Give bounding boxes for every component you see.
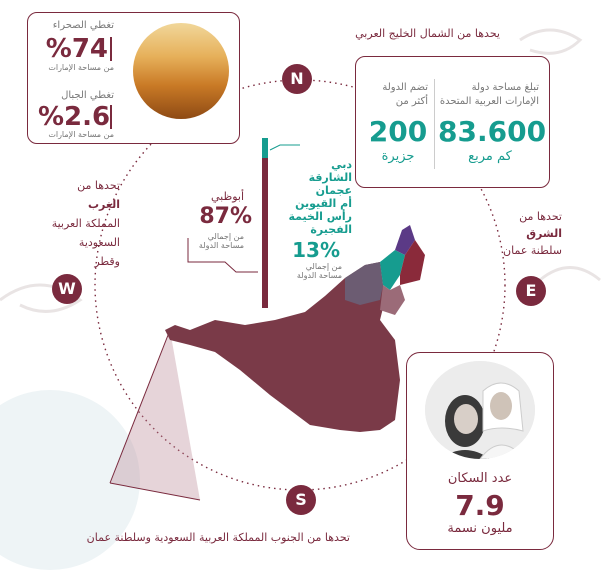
- area-card: [355, 56, 550, 188]
- emirate-fujairah: الفجيرة: [310, 223, 352, 236]
- population-card: [406, 352, 554, 550]
- west-line1: تحدها من: [77, 179, 120, 192]
- west-border-text: [20, 176, 120, 271]
- east-line2: الشرق: [526, 227, 562, 240]
- mountains-value: %2.6: [38, 102, 111, 132]
- desert-photo: [133, 23, 229, 119]
- desert-label: تغطي الصحراء: [52, 20, 114, 31]
- area-unit: كم مربع: [468, 149, 512, 164]
- mountains-label: تغطي الجبال: [61, 90, 114, 101]
- islands-unit: جزيرة: [381, 149, 415, 164]
- east-line1: تحدها من: [519, 210, 562, 223]
- islands-value: 200: [368, 115, 428, 148]
- compass-south: S: [286, 485, 316, 515]
- emirates-sub2: مساحة الدولة: [296, 271, 342, 280]
- population-value: 7.9: [455, 489, 505, 522]
- west-line2: الغرب: [87, 198, 120, 211]
- area-value: 83.600: [438, 115, 547, 148]
- desert-value: %74: [45, 34, 108, 64]
- desert-sub: من مساحة الإمارات: [48, 63, 114, 72]
- emirate-ajman: عجمان: [315, 184, 352, 197]
- compass-west: W: [52, 274, 82, 304]
- area-divider: [434, 79, 435, 169]
- emirate-ras-al-khaimah: رأس الخيمة: [288, 210, 352, 223]
- map-dubai: [345, 262, 383, 305]
- north-border-text: يحدها من الشمال الخليج العربي: [355, 27, 500, 40]
- emirates-sub1: من إجمالي: [305, 262, 342, 271]
- west-line3: المملكة العربية: [51, 217, 120, 230]
- west-line5: وقطر: [94, 255, 120, 268]
- emirates-list: [272, 158, 352, 236]
- population-label: عدد السكان: [447, 471, 513, 486]
- west-line4: السعودية: [78, 236, 120, 249]
- compass-north: N: [282, 64, 312, 94]
- abudhabi-sub1: من إجمالي: [207, 232, 244, 241]
- islands-label-1: تضم الدولة: [382, 82, 428, 93]
- land-coverage-card: [27, 12, 240, 144]
- population-unit: مليون نسمة: [447, 521, 513, 536]
- area-label-1: تبلغ مساحة دولة: [471, 82, 539, 93]
- abudhabi-name: أبوظبي: [210, 190, 244, 203]
- south-border-text: تحدها من الجنوب المملكة العربية السعودية وسلطنة عمان: [86, 531, 350, 544]
- desert-divider: [110, 37, 112, 61]
- compass-east: E: [516, 276, 546, 306]
- abudhabi-sub2: مساحة الدولة: [198, 241, 244, 250]
- islands-label-2: أكثر من: [395, 96, 428, 107]
- map-ajman: [380, 285, 405, 315]
- mountains-divider: [110, 105, 112, 129]
- emirates-value: 13%: [292, 238, 340, 262]
- area-label-2: الإمارات العربية المتحدة: [439, 96, 539, 107]
- emirate-sharjah: الشارقة: [308, 171, 352, 184]
- abudhabi-value: 87%: [199, 204, 252, 229]
- emirate-dubai: دبي: [331, 158, 352, 171]
- east-border-text: [470, 208, 562, 259]
- population-photo: [425, 361, 535, 459]
- emirate-umm-al-quwain: أم القيوين: [295, 197, 352, 210]
- mountains-sub: من مساحة الإمارات: [48, 130, 114, 139]
- east-line3: سلطنة عمان: [503, 244, 562, 257]
